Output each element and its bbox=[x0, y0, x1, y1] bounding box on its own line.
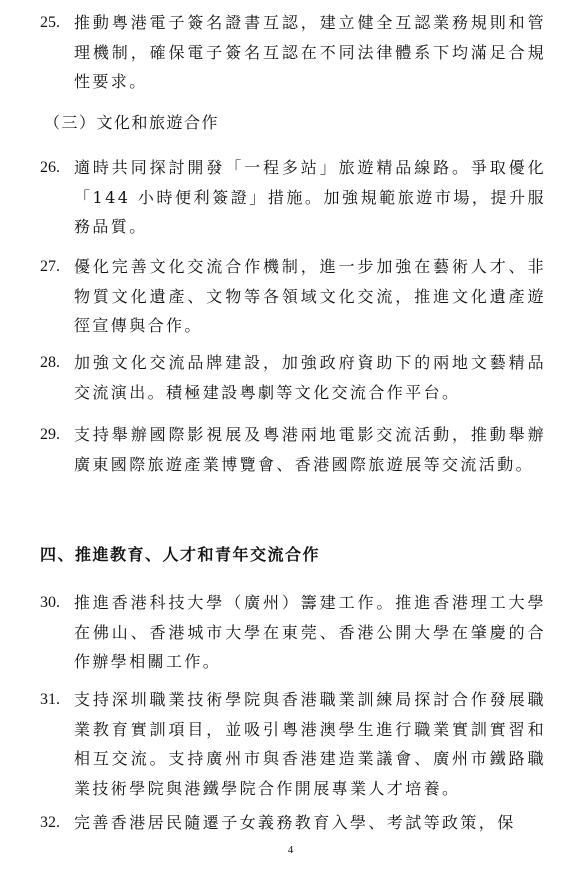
paragraph-number: 25. bbox=[40, 14, 60, 31]
paragraph-number: 30. bbox=[40, 594, 60, 611]
paragraph-number: 32. bbox=[40, 814, 60, 831]
paragraph-text: 支持深圳職業技術學院與香港職業訓練局探討合作發展職業教育實訓項目，並吸引粵港澳學生進行職業實訓實習和相互交流。支持廣州市與香港建造業議會、廣州市鐵路職業技術學院與港鐵學院合作開展專業人才培養。 bbox=[74, 690, 546, 798]
paragraph-number: 26. bbox=[40, 159, 60, 176]
paragraph-text: 推進香港科技大學（廣州）籌建工作。推進香港理工大學在佛山、香港城市大學在東莞、香港公開大學在肇慶的合作辦學相關工作。 bbox=[74, 593, 546, 671]
paragraph-text: 推動粵港電子簽名證書互認，建立健全互認業務規則和管理機制，確保電子簽名互認在不同法律體系下均滿足合規性要求。 bbox=[74, 13, 546, 91]
paragraph-text: 支持舉辦國際影視展及粵港兩地電影交流活動，推動舉辦廣東國際旅遊產業博覽會、香港國際旅遊展等交流活動。 bbox=[74, 425, 546, 474]
subsection-heading: （三）文化和旅遊合作 bbox=[44, 113, 220, 132]
paragraph-number: 31. bbox=[40, 691, 60, 708]
paragraph-text: 優化完善文化交流合作機制，進一步加強在藝術人才、非物質文化遺產、文物等各領域文化交流，推進文化遺產遊徑宣傳與合作。 bbox=[74, 257, 546, 335]
paragraph-text: 適時共同探討開發「一程多站」旅遊精品線路。爭取優化「144 小時便利簽證」措施。加強規範旅遊市場，提升服務品質。 bbox=[74, 158, 546, 236]
paragraph-number: 28. bbox=[40, 354, 60, 371]
paragraph-text: 加強文化交流品牌建設，加強政府資助下的兩地文藝精品交流演出。積極建設粵劇等文化交流合作平台。 bbox=[74, 353, 546, 402]
paragraph-number: 27. bbox=[40, 258, 60, 275]
paragraph-number: 29. bbox=[40, 426, 60, 443]
section-heading: 四、推進教育、人才和青年交流合作 bbox=[40, 545, 321, 564]
page-number: 4 bbox=[287, 844, 294, 856]
paragraph-text: 完善香港居民隨遷子女義務教育入學、考試等政策，保 bbox=[74, 813, 516, 832]
